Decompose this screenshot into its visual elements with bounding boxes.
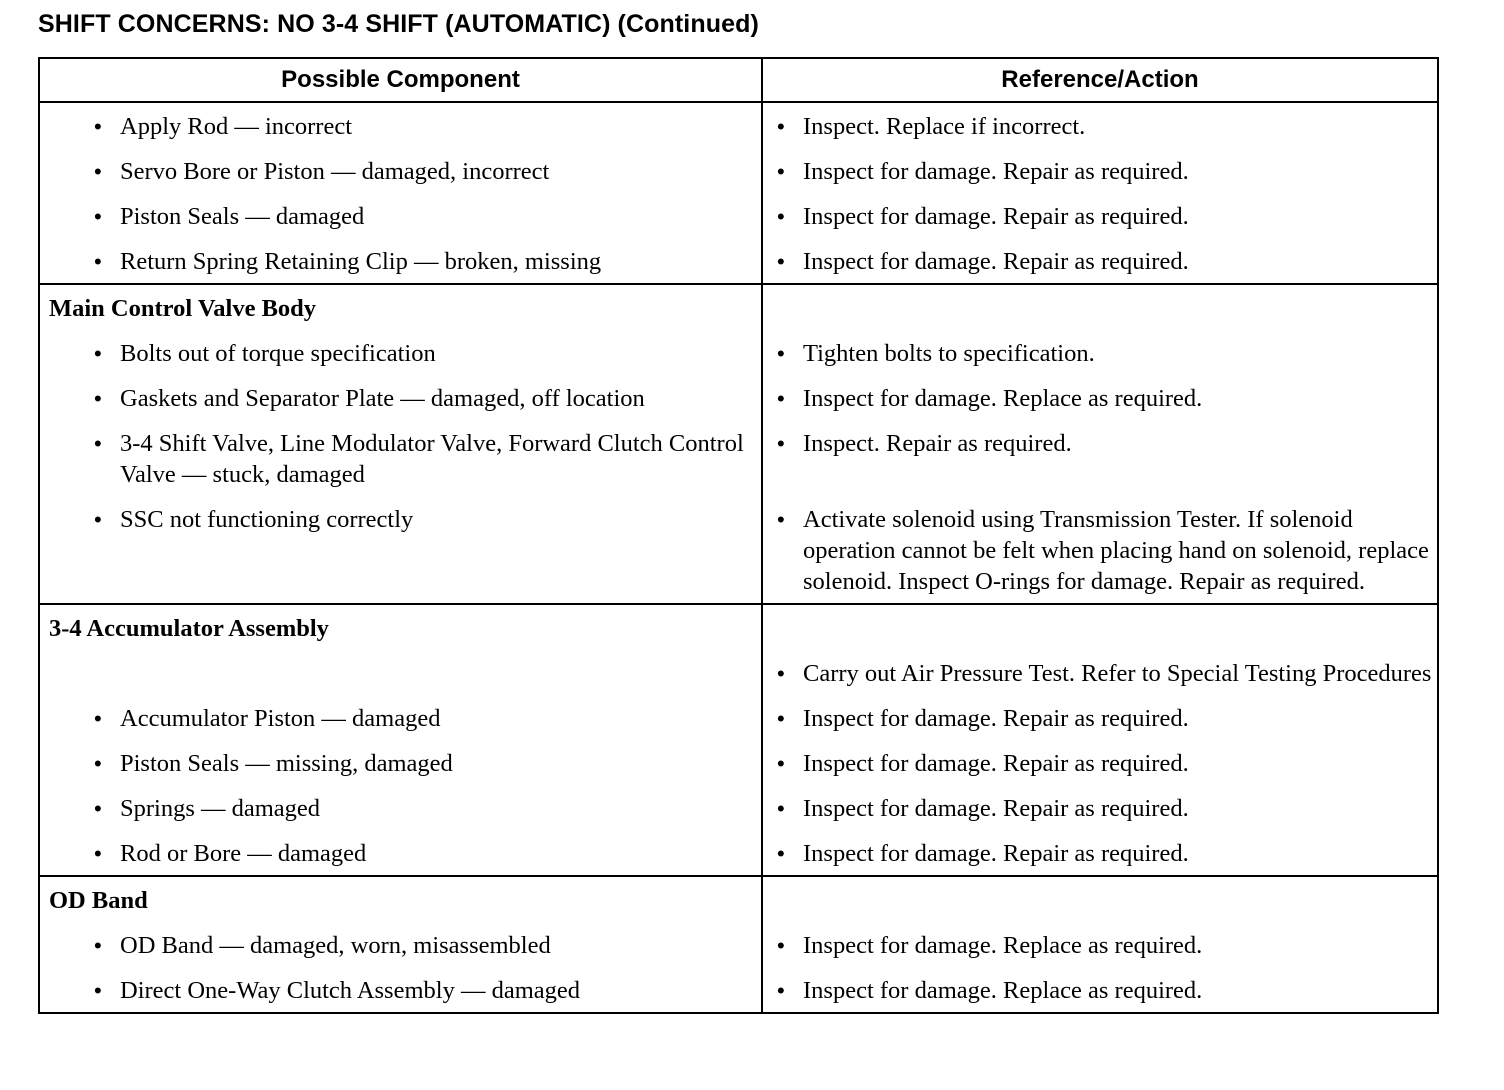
table-row [39,238,1438,284]
bullet-marker: • [94,796,102,821]
bullet-marker: • [777,507,785,532]
bullet-marker: • [777,706,785,731]
bullet-marker: • [94,249,102,274]
table-row [39,650,1438,695]
bullet-marker: • [94,159,102,184]
component-cell [39,967,762,1013]
component-text: Accumulator Piston — damaged [120,705,441,732]
component-text: Direct One-Way Clutch Assembly — damaged [120,977,581,1004]
group-heading-cell [39,604,762,650]
component-text: Gaskets and Separator Plate — damaged, off location [120,385,645,412]
bullet-marker: • [777,796,785,821]
group-heading: Main Control Valve Body [49,295,317,322]
action-cell [762,330,1438,375]
component-cell [39,922,762,967]
group-heading-row [39,604,1438,650]
component-text: SSC not functioning correctly [120,506,414,533]
action-cell [762,695,1438,740]
action-text: Inspect for damage. Repair as required. [803,203,1189,230]
table-row [39,740,1438,785]
page-title: SHIFT CONCERNS: NO 3-4 SHIFT (AUTOMATIC) (Continued) [38,10,759,38]
component-cell [39,496,762,604]
action-cell [762,420,1438,496]
action-cell [762,830,1438,876]
table-row [39,785,1438,830]
bullet-marker: • [777,751,785,776]
component-text: Bolts out of torque specification [120,340,436,367]
bullet-marker: • [777,431,785,456]
component-text: Servo Bore or Piston — damaged, incorrect [120,158,550,185]
bullet-marker: • [777,661,785,686]
bullet-marker: • [94,204,102,229]
table-row [39,967,1438,1013]
action-text: Carry out Air Pressure Test. Refer to Special Testing Procedures [803,660,1432,687]
bullet-marker: • [777,978,785,1003]
component-cell [39,695,762,740]
action-text: Inspect for damage. Replace as required. [803,932,1203,959]
group-heading-row [39,284,1438,330]
bullet-marker: • [94,386,102,411]
group-heading-empty-cell [762,604,1438,650]
bullet-marker: • [777,933,785,958]
action-text: Inspect for damage. Repair as required. [803,248,1189,275]
action-text: Inspect for damage. Repair as required. [803,705,1189,732]
action-cell [762,375,1438,420]
bullet-marker: • [94,706,102,731]
bullet-marker: • [777,204,785,229]
bullet-marker: • [94,978,102,1003]
bullet-marker: • [94,933,102,958]
component-cell [39,238,762,284]
table-row [39,695,1438,740]
action-text: Inspect for damage. Replace as required. [803,977,1203,1004]
header-possible-component: Possible Component [39,58,762,102]
component-cell [39,102,762,148]
bullet-marker: • [94,431,102,456]
table-row [39,420,1438,496]
bullet-marker: • [777,386,785,411]
table-row [39,830,1438,876]
group-heading-empty-cell [762,876,1438,922]
table-row [39,922,1438,967]
action-cell [762,102,1438,148]
table-row [39,330,1438,375]
action-text: Inspect for damage. Repair as required. [803,750,1189,777]
component-cell [39,375,762,420]
component-cell [39,193,762,238]
group-heading-cell [39,876,762,922]
component-cell [39,740,762,785]
header-reference-action: Reference/Action [762,58,1438,102]
action-text: Activate solenoid using Transmission Tester. If solenoid operation cannot be felt when placing hand on solenoid, replace solenoid. Inspect O-rings for damage. Repair as required. [803,506,1429,595]
component-text: OD Band — damaged, worn, misassembled [120,932,551,959]
table-row [39,375,1438,420]
bullet-marker: • [94,841,102,866]
group-heading-empty-cell [762,284,1438,330]
action-text: Inspect for damage. Repair as required. [803,158,1189,185]
action-text: Inspect for damage. Repair as required. [803,840,1189,867]
group-heading-cell [39,284,762,330]
action-cell [762,740,1438,785]
action-cell [762,785,1438,830]
component-cell [39,785,762,830]
shift-concerns-table [38,57,1439,1014]
component-text: Piston Seals — damaged [120,203,365,230]
bullet-marker: • [777,114,785,139]
action-cell [762,148,1438,193]
table-row [39,193,1438,238]
bullet-marker: • [777,341,785,366]
action-text: Inspect for damage. Replace as required. [803,385,1203,412]
action-text: Inspect. Replace if incorrect. [803,113,1086,140]
table-row [39,148,1438,193]
component-cell [39,650,762,695]
bullet-marker: • [94,341,102,366]
component-text: Return Spring Retaining Clip — broken, missing [120,248,602,275]
action-text: Inspect for damage. Repair as required. [803,795,1189,822]
component-text: 3-4 Shift Valve, Line Modulator Valve, Forward Clutch Control Valve — stuck, damaged [120,430,744,488]
component-text: Springs — damaged [120,795,321,822]
bullet-marker: • [777,841,785,866]
action-cell [762,650,1438,695]
action-text: Tighten bolts to specification. [803,340,1095,367]
component-cell [39,830,762,876]
bullet-marker: • [777,249,785,274]
component-cell [39,148,762,193]
table-header-row [39,58,1438,102]
table-row [39,102,1438,148]
group-heading-row [39,876,1438,922]
bullet-marker: • [777,159,785,184]
component-cell [39,330,762,375]
action-text: Inspect. Repair as required. [803,430,1072,457]
action-cell [762,193,1438,238]
action-cell [762,238,1438,284]
action-cell [762,496,1438,604]
group-heading: OD Band [49,887,148,914]
table-body [39,102,1438,1013]
action-cell [762,967,1438,1013]
component-cell [39,420,762,496]
bullet-marker: • [94,114,102,139]
component-text: Piston Seals — missing, damaged [120,750,453,777]
table-row [39,496,1438,604]
component-text: Rod or Bore — damaged [120,840,367,867]
bullet-marker: • [94,507,102,532]
bullet-marker: • [94,751,102,776]
component-text: Apply Rod — incorrect [120,113,353,140]
group-heading: 3-4 Accumulator Assembly [49,615,329,642]
action-cell [762,922,1438,967]
